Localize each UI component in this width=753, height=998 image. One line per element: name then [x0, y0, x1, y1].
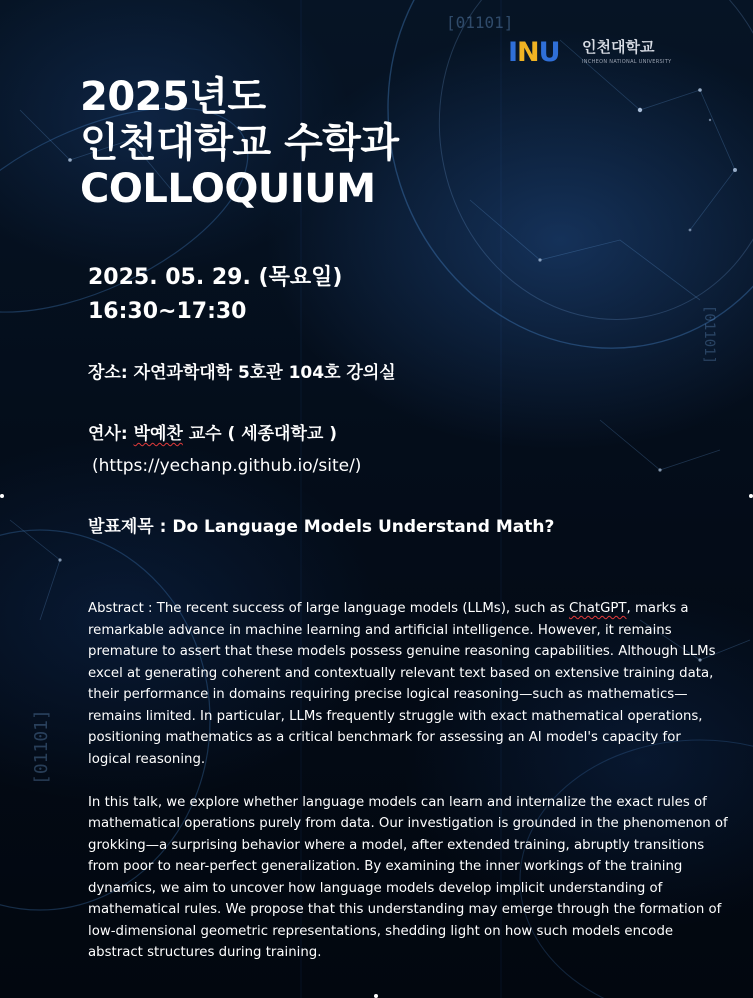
abstract-p1-start: Abstract : The recent success of large language models (LLMs), such as — [88, 601, 569, 616]
abstract-paragraph-1 — [88, 598, 728, 770]
inu-logo-mark — [508, 38, 560, 68]
talk-title-value: Do Language Models Understand Math? — [172, 517, 555, 537]
university-name: 인천대학교 — [582, 38, 655, 56]
talk-title — [88, 514, 554, 540]
binary-deco-right: [01101] — [701, 305, 717, 365]
abstract-text — [88, 598, 728, 985]
venue-label: 장소: — [88, 363, 134, 383]
speaker-url[interactable]: (https://yechanp.github.io/site/) — [92, 456, 362, 476]
university-name-english: INCHEON NATIONAL UNIVERSITY — [582, 59, 672, 65]
logo-letter-n: N — [517, 37, 539, 68]
talk-title-label: 발표제목 : — [88, 517, 173, 537]
edge-handle-bottom[interactable] — [374, 994, 378, 998]
event-speaker — [88, 422, 337, 446]
binary-deco-left: [01101] — [31, 709, 52, 785]
venue-value: 자연과학대학 5호관 104호 강의실 — [133, 363, 396, 383]
event-date: 2025. 05. 29. (목요일) — [88, 265, 343, 290]
university-logo — [508, 36, 683, 72]
poster-title — [80, 74, 399, 212]
logo-letter-i: I — [508, 37, 518, 68]
event-time: 16:30~17:30 — [88, 299, 247, 324]
speaker-label: 연사: — [88, 424, 134, 444]
title-year: 2025년도 — [80, 74, 266, 120]
abstract-p1-rest: , marks a remarkable advance in machine learning and artificial intelligence. However, it remains premature to assert that these models possess genuine reasoning capabilities. Although LLMs excel at generating coherent and contextually relevant text based on extensive training data, their performance in domains requiring precise logical reasoning—such as mathematics—remains limited. In particular, LLMs frequently struggle with exact mathematical operations, positioning mathematics as a critical benchmark for assessing an AI model's capacity for logical reasoning. — [88, 601, 716, 767]
speaker-affiliation: 교수 ( 세종대학교 ) — [182, 424, 338, 444]
abstract-paragraph-2: In this talk, we explore whether language models can learn and internalize the exact rules of mathematical operations purely from data. Our investigation is grounded in the phenomenon of grokking—a surprising behavior where a model, after extended training, abruptly transitions from poor to near-perfect generalization. By examining the inner workings of the training dynamics, we aim to uncover how language models develop implicit understanding of mathematical rules. We propose that this understanding may emerge through the formation of low-dimensional geometric representations, shedding light on how such models encode abstract structures during training. — [88, 794, 728, 960]
edge-handle-right[interactable] — [749, 494, 753, 498]
title-department: 인천대학교 수학과 — [80, 120, 399, 166]
binary-deco-top: [01101] — [446, 13, 514, 32]
title-colloquium: COLLOQUIUM — [80, 166, 376, 212]
abstract-chatgpt: ChatGPT — [569, 601, 627, 616]
event-venue — [88, 361, 396, 385]
speaker-name: 박예찬 — [133, 424, 183, 444]
logo-letter-u: U — [538, 37, 560, 68]
edge-handle-left[interactable] — [0, 494, 4, 498]
